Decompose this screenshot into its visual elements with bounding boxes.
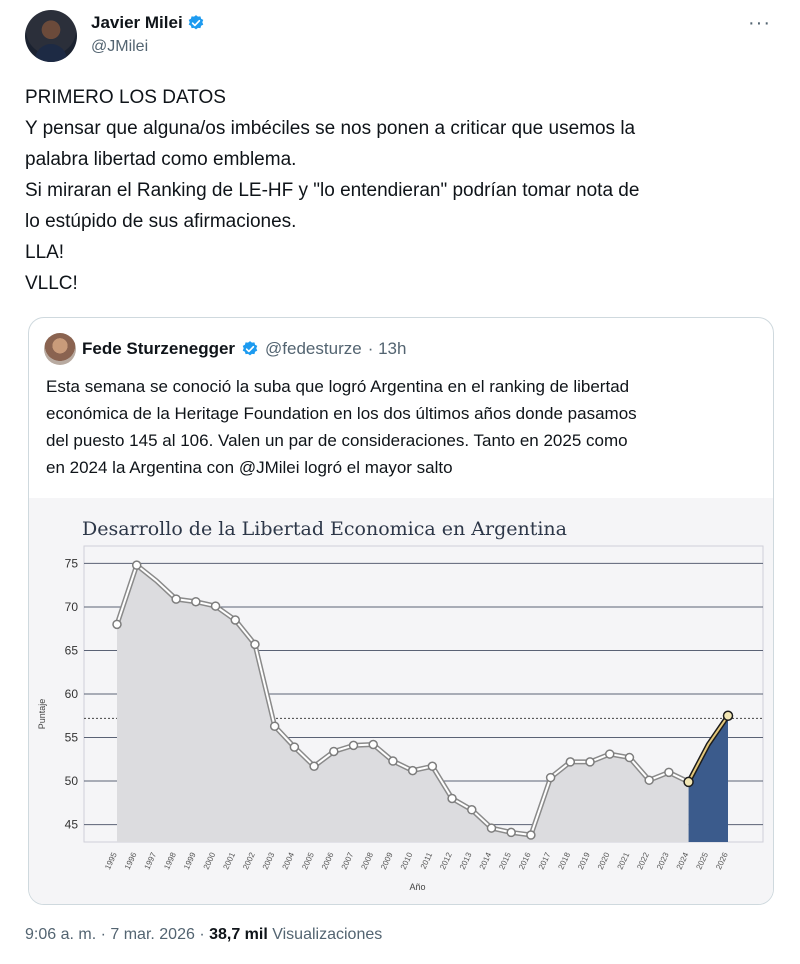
tweet-line: PRIMERO LOS DATOS [25,87,226,108]
views-count: 38,7 mil [209,926,268,943]
highlight-point [684,777,693,786]
x-tick-label: 2021 [615,851,632,871]
y-tick-label: 65 [64,643,78,658]
x-tick-label: 2006 [319,851,336,871]
x-tick-label: 2008 [359,851,376,871]
timestamp[interactable]: 9:06 a. m. · 7 mar. 2026 · [25,926,210,943]
tweet-line: VLLC! [25,273,78,294]
x-tick-label: 2013 [457,851,474,871]
tweet-line: Y pensar que alguna/os imbéciles se nos ponen a criticar que usemos la [25,118,636,139]
data-point [271,722,279,730]
tweet-header [25,10,775,66]
x-tick-label: 1995 [103,851,119,871]
x-tick-label: 2016 [517,851,533,871]
x-tick-label: 1999 [181,851,198,871]
x-tick-label: 2007 [339,851,356,871]
x-tick-label: 2004 [280,851,297,871]
verified-badge-icon [241,340,259,358]
tweet-line: lo estúpido de sus afirmaciones. [25,211,297,232]
quoted-tweet[interactable] [28,317,774,905]
data-point [606,750,614,758]
data-point [192,598,200,606]
tweet-line: LLA! [25,242,65,263]
x-tick-label: 1996 [122,851,139,871]
y-tick-label: 50 [64,774,78,789]
data-point [133,561,141,569]
y-tick-label: 70 [64,599,78,614]
author-name-row[interactable] [91,13,205,33]
x-tick-label: 2012 [438,851,454,871]
data-point [409,767,417,775]
chart-image[interactable] [29,498,774,905]
x-tick-label: 2020 [595,851,612,871]
quoted-line: en 2024 la Argentina con @JMilei logró el mayor salto [46,458,453,477]
quoted-tweet-text [46,373,766,481]
x-axis-label: Año [409,882,426,892]
x-tick-label: 1998 [162,851,178,871]
quoted-author-avatar[interactable] [44,333,76,365]
x-tick-label: 2009 [379,851,395,871]
x-tick-label: 2011 [418,851,435,871]
x-tick-label: 2023 [655,851,671,871]
data-point [586,758,594,766]
y-tick-label: 55 [64,730,78,745]
y-axis-label: Puntaje [37,698,47,730]
x-tick-label: 2025 [694,851,711,871]
x-tick-label: 2010 [398,851,415,871]
more-options-icon[interactable]: ··· [748,12,771,34]
x-tick-label: 2022 [635,851,651,871]
data-point [665,768,673,776]
data-point [507,828,515,836]
author-handle[interactable]: @JMilei [91,38,149,55]
tweet-line: Si miraran el Ranking de LE-HF y "lo entendieran" podrían tomar nota de [25,180,640,201]
y-tick-label: 45 [64,817,78,832]
data-point [645,776,653,784]
data-point [350,741,358,749]
data-point [468,806,476,814]
x-tick-label: 2005 [300,851,316,871]
tweet-line: palabra libertad como emblema. [25,149,297,170]
x-tick-label: 2017 [536,851,553,871]
data-point [231,616,239,624]
data-point [448,794,456,802]
author-name[interactable]: Javier Milei [91,13,183,32]
x-tick-label: 1997 [142,851,159,871]
data-point [251,640,259,648]
quoted-author-name[interactable]: Fede Sturzenegger [82,339,236,358]
data-point [566,758,574,766]
author-avatar[interactable] [25,10,77,62]
data-point [547,774,555,782]
x-tick-label: 2019 [576,851,592,871]
quoted-line: del puesto 145 al 106. Valen un par de consideraciones. Tanto en 2025 como [46,431,628,450]
data-point [527,831,535,839]
y-tick-label: 75 [64,556,78,571]
highlight-point [724,711,733,720]
verified-badge-icon [187,14,205,32]
data-point [369,740,377,748]
data-point [625,754,633,762]
x-tick-label: 2002 [241,851,257,871]
data-point [330,747,338,755]
data-point [113,620,121,628]
x-tick-label: 2003 [260,851,277,871]
quoted-tweet-header [44,334,406,364]
data-point [389,757,397,765]
chart-svg [29,498,774,905]
chart-title: Desarrollo de la Libertad Economica en Argentina [82,518,568,540]
data-point [172,595,180,603]
data-point [310,762,318,770]
quoted-line: Esta semana se conoció la suba que logró Argentina en el ranking de libertad [46,377,630,396]
tweet-text [25,82,775,299]
x-tick-label: 2001 [221,851,238,871]
x-tick-label: 2015 [497,851,514,871]
quoted-line: económica de la Heritage Foundation en los dos últimos años donde pasamos [46,404,637,423]
views-label: Visualizaciones [267,926,383,943]
x-tick-label: 2024 [674,851,691,871]
data-point [487,824,495,832]
x-tick-label: 2014 [477,851,494,871]
tweet-footer [25,926,382,944]
data-point [212,602,220,610]
x-tick-label: 2018 [556,851,573,871]
quoted-author-handle[interactable]: @fedesturze [265,339,362,358]
data-point [428,762,436,770]
quoted-timestamp[interactable]: · 13h [367,339,407,358]
x-tick-label: 2000 [201,851,218,871]
x-tick-label: 2026 [714,851,730,871]
data-point [290,743,298,751]
y-tick-label: 60 [64,687,78,701]
